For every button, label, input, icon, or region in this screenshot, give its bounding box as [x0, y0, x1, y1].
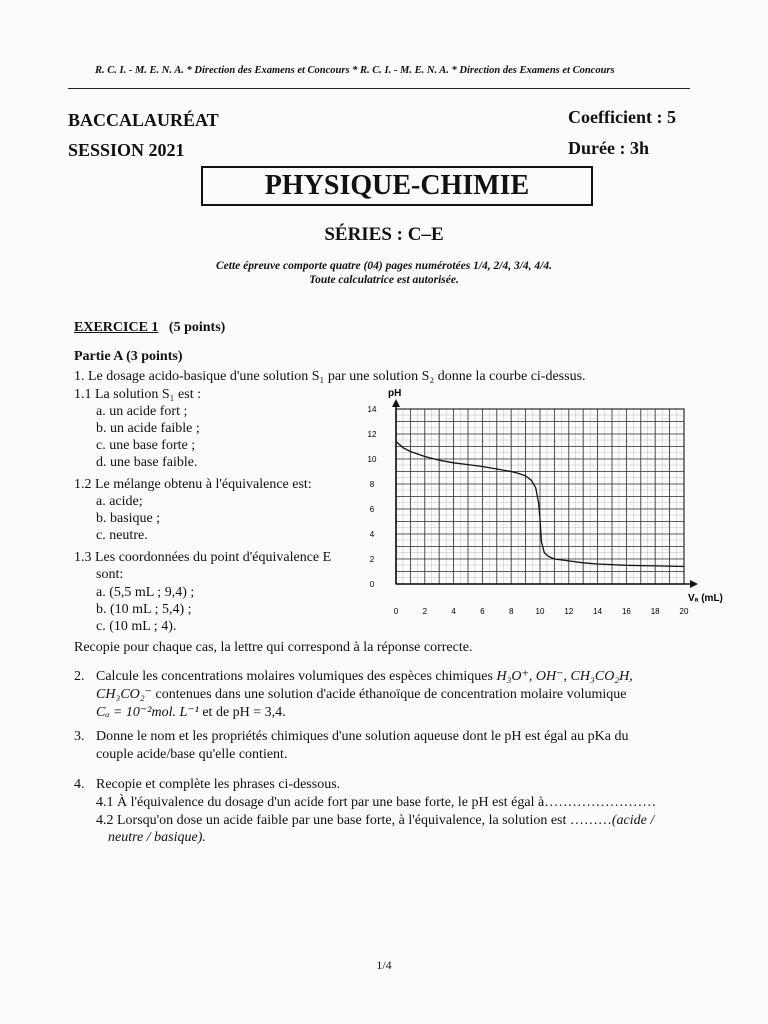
q2-line2 [96, 686, 627, 703]
instruction: Recopie pour chaque cas, la lettre qui correspond à la réponse correcte. [74, 640, 473, 655]
titration-chart [350, 385, 740, 625]
duration: Durée : 3h [568, 138, 649, 158]
x-tick-label: 10 [535, 607, 545, 616]
q1-1-option: a. un acide fort ; [96, 404, 188, 419]
q3-number: 3. [74, 729, 85, 744]
q2-line3 [96, 704, 286, 721]
q1-3-option: c. (10 mL ; 4). [96, 619, 177, 634]
q4-intro: Recopie et complète les phrases ci-dessous. [96, 777, 341, 792]
coefficient: Coefficient : 5 [568, 107, 676, 127]
q1-2-option: c. neutre. [96, 528, 148, 543]
page-title: PHYSIQUE-CHIMIE [201, 166, 593, 206]
q1-1-option: d. une base faible. [96, 455, 198, 470]
y-tick-label: 10 [367, 455, 377, 464]
q2-line1 [96, 668, 633, 685]
q2-text-2: contenues dans une solution d'acide éthanoïque de concentration molaire volumique [155, 687, 627, 702]
y-tick-label: 12 [367, 430, 377, 439]
q4-2-line1 [96, 812, 654, 829]
x-tick-label: 14 [593, 607, 603, 616]
y-tick-label: 0 [369, 580, 375, 589]
intro-pages: Cette épreuve comporte quatre (04) pages numérotées 1/4, 2/4, 3/4, 4/4. [215, 260, 552, 272]
exercise-points: (5 points) [168, 320, 226, 335]
q4-2-line2: neutre / basique). [108, 830, 206, 845]
q3-line1: Donne le nom et les propriétés chimiques d'une solution aqueuse dont le pH est égal au pKa du [96, 729, 629, 744]
x-axis-arrow-icon [690, 580, 698, 588]
exercise-title: EXERCICE 1 [74, 320, 159, 335]
q1-intro: 1. Le dosage acido-basique d'une solution S₁ par une solution S₂ donne la courbe ci-dessus. [74, 369, 586, 384]
q2-number: 2. [74, 669, 85, 684]
page-number: 1/4 [376, 958, 392, 972]
y-tick-label: 8 [369, 480, 375, 489]
q2-ph: et de pH = 3,4. [202, 705, 286, 720]
q3-line2: couple acide/base qu'elle contient. [96, 747, 288, 762]
x-tick-label: 4 [451, 607, 456, 616]
x-tick-label: 20 [679, 607, 689, 616]
x-axis-label: Vₐ (mL) [688, 593, 723, 604]
q1-1-option: c. une base forte ; [96, 438, 196, 453]
y-tick-label: 14 [367, 405, 377, 414]
exam-name: BACCALAURÉAT [68, 110, 219, 130]
ministry-header: R. C. I. - M. E. N. A. * Direction des Examens et Concours * R. C. I. - M. E. N. A. * Direction des Examens et Concours [95, 65, 615, 76]
q2-text: Calcule les concentrations molaires volumiques des espèces chimiques [96, 669, 493, 684]
q4-2-choice: (acide / [611, 813, 655, 828]
y-tick-label: 4 [369, 530, 375, 539]
part-a-heading: Partie A (3 points) [74, 349, 183, 364]
q1-3-option: b. (10 mL ; 5,4) ; [96, 602, 192, 617]
header-rule [68, 88, 690, 89]
chart-major-grid [396, 409, 684, 584]
x-tick-label: 2 [422, 607, 428, 616]
q2-species: H₃O⁺, OH⁻, CH₃CO₂H, [496, 669, 633, 684]
q2-concentration: Cₐ = 10⁻²mol. L⁻¹ [96, 705, 199, 720]
q4-number: 4. [74, 777, 85, 792]
series: SÉRIES : C–E [324, 224, 444, 245]
exercise-heading [74, 319, 225, 336]
q1-3-stem-cont: sont: [96, 567, 124, 582]
q2-species-acetate: CH₃CO₂⁻ [96, 687, 153, 702]
y-axis-label: pH [388, 388, 402, 399]
q1-1-option: b. un acide faible ; [96, 421, 200, 436]
y-tick-label: 6 [369, 505, 375, 514]
x-tick-label: 12 [564, 607, 574, 616]
q1-2-option: b. basique ; [96, 511, 161, 526]
x-tick-label: 6 [480, 607, 485, 616]
q1-3-option: a. (5,5 mL ; 9,4) ; [96, 585, 195, 600]
x-tick-label: 0 [393, 607, 399, 616]
session: SESSION 2021 [68, 140, 185, 160]
x-tick-label: 16 [621, 607, 631, 616]
q1-2-option: a. acide; [96, 494, 143, 509]
intro-calculator: Toute calculatrice est autorisée. [309, 274, 459, 286]
q4-2-text: 4.2 Lorsqu'on dose un acide faible par une base forte, à l'équivalence, la solution est ……… [96, 813, 612, 828]
x-tick-label: 18 [650, 607, 660, 616]
q1-3-stem: 1.3 Les coordonnées du point d'équivalence E [74, 550, 332, 565]
q4-1: 4.1 À l'équivalence du dosage d'un acide fort par une base forte, le pH est égal à…………………… [96, 795, 657, 810]
y-tick-label: 2 [369, 555, 375, 564]
x-tick-label: 8 [508, 607, 514, 616]
q1-1-stem: 1.1 La solution S₁ est : [74, 387, 201, 402]
q1-2-stem: 1.2 Le mélange obtenu à l'équivalence est: [74, 477, 312, 492]
y-axis-arrow-icon [392, 399, 400, 407]
